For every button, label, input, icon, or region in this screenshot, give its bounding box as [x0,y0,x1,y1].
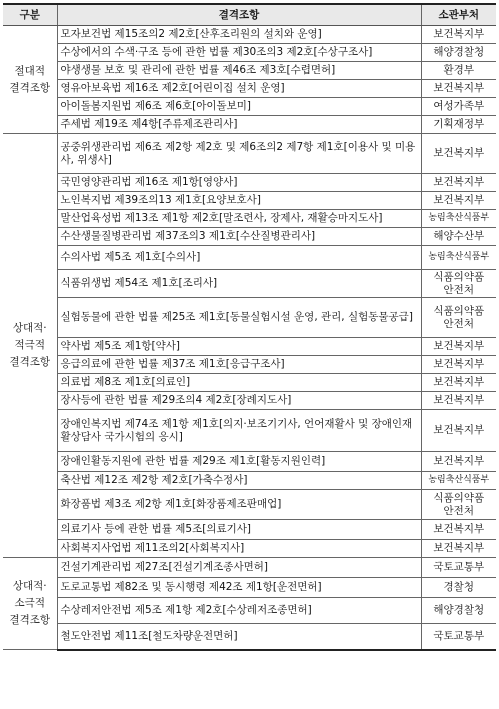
agency-cell: 보건복지부 [421,520,496,540]
agency-cell: 해양경찰청 [421,44,496,62]
condition-cell: 주세법 제19조 제4항[주류제조관리사] [57,116,421,134]
agency-cell: 농림축산식품부 [421,246,496,270]
table-row [3,210,496,228]
table-row [3,490,496,520]
condition-cell: 축산법 제12조 제2항 제2호[가축수정사] [57,472,421,490]
condition-cell: 사회복지사업법 제11조의2[사회복지사] [57,540,421,558]
agency-cell: 식품의약품 안전처 [421,270,496,298]
table-row [3,624,496,650]
agency-cell: 보건복지부 [421,26,496,44]
agency-cell: 국토교통부 [421,558,496,578]
agency-cell: 경찰청 [421,578,496,598]
table-row [3,134,496,174]
agency-cell: 보건복지부 [421,80,496,98]
agency-cell: 국토교통부 [421,624,496,650]
agency-cell: 보건복지부 [421,174,496,192]
condition-cell: 야생생물 보호 및 관리에 관한 법률 제46조 제3호[수렵면허] [57,62,421,80]
agency-cell: 보건복지부 [421,338,496,356]
table-row [3,80,496,98]
category-cell: 상대적· 적극적 결격조항 [3,134,57,558]
agency-cell: 농림축산식품부 [421,210,496,228]
agency-cell: 여성가족부 [421,98,496,116]
table-row [3,452,496,472]
agency-cell: 식품의약품 안전처 [421,298,496,338]
agency-cell: 보건복지부 [421,392,496,410]
table-row [3,246,496,270]
condition-cell: 식품위생법 제54조 제1호[조리사] [57,270,421,298]
condition-cell: 영유아보육법 제16조 제2호[어린이집 설치 운영] [57,80,421,98]
agency-cell: 식품의약품 안전처 [421,490,496,520]
table-row [3,520,496,540]
table-row [3,410,496,452]
header-row [3,4,496,26]
header-agency: 소관부처 [421,4,496,26]
header-category: 구분 [3,4,57,26]
condition-cell: 수산생물질병관리법 제37조의3 제1호[수산질병관리사] [57,228,421,246]
table-row [3,174,496,192]
condition-cell: 의료법 제8조 제1호[의료인] [57,374,421,392]
agency-cell: 보건복지부 [421,410,496,452]
table-row [3,270,496,298]
agency-cell: 보건복지부 [421,540,496,558]
table-row [3,192,496,210]
agency-cell: 해양경찰청 [421,598,496,624]
condition-cell: 수상레저안전법 제5조 제1항 제2호[수상레저조종면허] [57,598,421,624]
table-row [3,558,496,578]
condition-cell: 화장품법 제3조 제2항 제1호[화장품제조판매업] [57,490,421,520]
table-row [3,44,496,62]
condition-cell: 도로교통법 제82조 및 동시행령 제42조 제1항[운전면허] [57,578,421,598]
condition-cell: 실험동물에 관한 법률 제25조 제1호[동물실험시설 운영, 관리, 실험동물공급] [57,298,421,338]
table-row [3,338,496,356]
condition-cell: 공중위생관리법 제6조 제2항 제2호 및 제6조의2 제7항 제1호[이용사 및 미용사, 위생사] [57,134,421,174]
condition-cell: 수의사법 제5조 제1호[수의사] [57,246,421,270]
condition-cell: 철도안전법 제11조[철도차량운전면허] [57,624,421,650]
agency-cell: 환경부 [421,62,496,80]
condition-cell: 건설기계관리법 제27조[건설기계조종사면허] [57,558,421,578]
condition-cell: 응급의료에 관한 법률 제37조 제1호[응급구조사] [57,356,421,374]
table-row [3,62,496,80]
condition-cell: 장애인복지법 제74조 제1항 제1호[의지·보조기기사, 언어재활사 및 장애인재활상담사 국가시험의 응시] [57,410,421,452]
agency-cell: 해양수산부 [421,228,496,246]
table-row [3,374,496,392]
condition-cell: 노인복지법 제39조의13 제1호[요양보호사] [57,192,421,210]
table-row [3,540,496,558]
category-cell: 상대적· 소극적 결격조항 [3,558,57,650]
table-row [3,472,496,490]
category-cell: 절대적 결격조항 [3,26,57,134]
agency-cell: 보건복지부 [421,374,496,392]
table-row [3,298,496,338]
table-row [3,228,496,246]
condition-cell: 아이돌봄지원법 제6조 제6호[아이돌보미] [57,98,421,116]
table-row [3,116,496,134]
condition-cell: 말산업육성법 제13조 제1항 제2호[말조련사, 장제사, 재활승마지도사] [57,210,421,228]
agency-cell: 보건복지부 [421,192,496,210]
agency-cell: 기획재정부 [421,116,496,134]
agency-cell: 보건복지부 [421,356,496,374]
table-row [3,26,496,44]
table-row [3,578,496,598]
table-row [3,598,496,624]
condition-cell: 국민영양관리법 제16조 제1항[영양사] [57,174,421,192]
agency-cell: 보건복지부 [421,134,496,174]
agency-cell: 보건복지부 [421,452,496,472]
disqualification-table-container [3,3,496,651]
condition-cell: 장사등에 관한 법률 제29조의4 제2호[장례지도사] [57,392,421,410]
condition-cell: 약사법 제5조 제1항[약사] [57,338,421,356]
condition-cell: 의료기사 등에 관한 법률 제5조[의료기사] [57,520,421,540]
header-condition: 결격조항 [57,4,421,26]
disqualification-table [3,3,496,651]
table-row [3,356,496,374]
table-row [3,98,496,116]
table-body [3,26,496,650]
condition-cell: 수상에서의 수색·구조 등에 관한 법률 제30조의3 제2호[수상구조사] [57,44,421,62]
agency-cell: 농림축산식품부 [421,472,496,490]
condition-cell: 장애인활동지원에 관한 법률 제29조 제1호[활동지원인력] [57,452,421,472]
table-row [3,392,496,410]
condition-cell: 모자보건법 제15조의2 제2호[산후조리원의 설치와 운영] [57,26,421,44]
